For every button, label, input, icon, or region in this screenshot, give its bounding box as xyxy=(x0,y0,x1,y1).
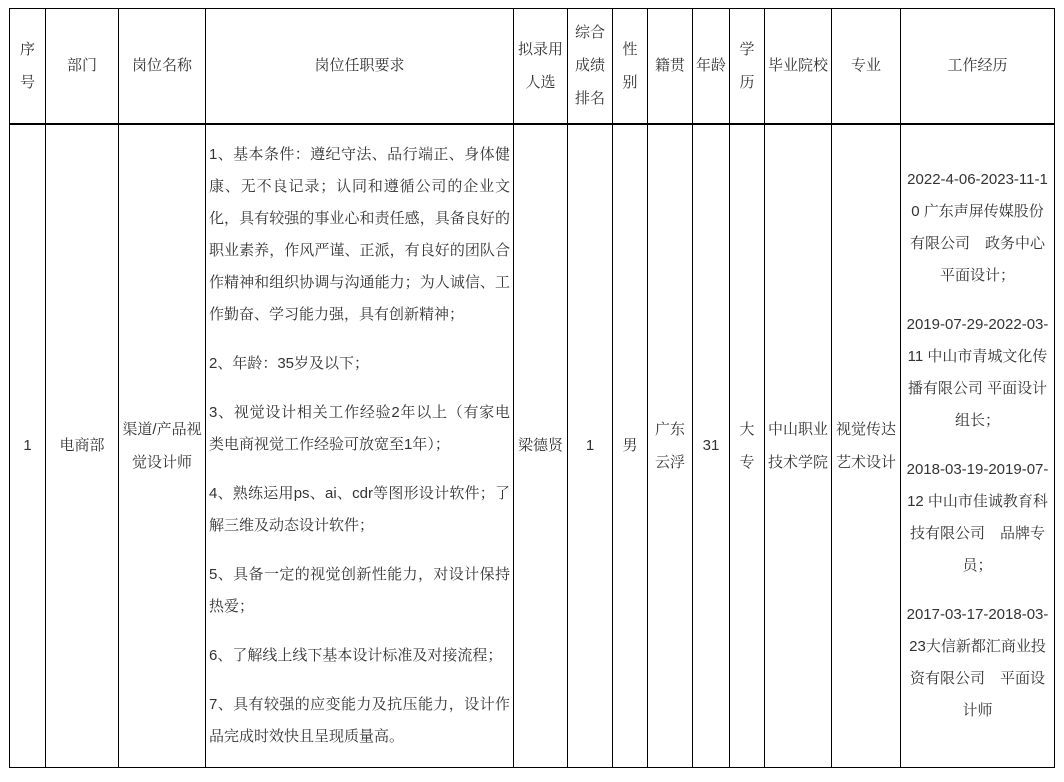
cell-position: 渠道/产品视觉设计师 xyxy=(119,124,206,768)
requirement-item: 5、具备一定的视觉创新性能力，对设计保持热爱； xyxy=(209,565,510,615)
cell-age: 31 xyxy=(693,124,730,768)
header-department: 部门 xyxy=(46,9,119,124)
cell-education: 大专 xyxy=(730,124,765,768)
header-school: 毕业院校 xyxy=(765,9,832,124)
cell-rank: 1 xyxy=(568,124,613,768)
header-requirements: 岗位任职要求 xyxy=(206,9,514,124)
header-gender: 性别 xyxy=(613,9,648,124)
cell-work-experience xyxy=(901,124,1055,768)
cell-major: 视觉传达艺术设计 xyxy=(832,124,901,768)
cell-school: 中山职业技术学院 xyxy=(765,124,832,768)
header-candidate: 拟录用人选 xyxy=(514,9,568,124)
requirement-item: 3、视觉设计相关工作经验2年以上（有家电类电商视觉工作经验可放宽至1年）； xyxy=(209,403,510,453)
cell-seq: 1 xyxy=(10,124,46,768)
cell-native-place: 广东云浮 xyxy=(648,124,693,768)
requirement-item: 7、具有较强的应变能力及抗压能力，设计作品完成时效快且呈现质量高。 xyxy=(209,695,510,745)
experience-item: 2017-03-17-2018-03-23大信新都汇商业投资有限公司 平面设计师 xyxy=(906,606,1049,720)
header-native-place: 籍贯 xyxy=(648,9,693,124)
requirement-item: 6、了解线上线下基本设计标准及对接流程； xyxy=(209,646,503,664)
experience-item: 2019-07-29-2022-03-11 中山市青城文化传播有限公司 平面设计组长； xyxy=(906,316,1049,430)
header-age: 年龄 xyxy=(693,9,730,124)
header-rank: 综合成绩排名 xyxy=(568,9,613,124)
table-header-row xyxy=(10,9,1055,124)
recruitment-table xyxy=(9,8,1055,768)
requirement-item: 1、基本条件：遵纪守法、品行端正、身体健康、无不良记录；认同和遵循公司的企业文化，具有较强的事业心和责任感，具备良好的职业素养，作风严谨、正派，有良好的团队合作精神和组织协调与沟通能力；为人诚信、工作勤奋、学习能力强，具有创新精神； xyxy=(209,145,510,323)
experience-item: 2018-03-19-2019-07-12 中山市佳诚教育科技有限公司 品牌专员； xyxy=(906,461,1049,575)
requirement-item: 4、熟练运用ps、ai、cdr等图形设计软件；了解三维及动态设计软件； xyxy=(209,484,510,534)
cell-candidate: 梁德贤 xyxy=(514,124,568,768)
header-education: 学历 xyxy=(730,9,765,124)
requirement-item: 2、年龄：35岁及以下； xyxy=(209,354,370,372)
cell-requirements xyxy=(206,124,514,768)
experience-item: 2022-4-06-2023-11-10 广东声屏传媒股份有限公司 政务中心平面设计； xyxy=(907,171,1048,285)
cell-department: 电商部 xyxy=(46,124,119,768)
table-row xyxy=(10,124,1055,768)
cell-gender: 男 xyxy=(613,124,648,768)
header-position: 岗位名称 xyxy=(119,9,206,124)
header-work-experience: 工作经历 xyxy=(901,9,1055,124)
header-major: 专业 xyxy=(832,9,901,124)
header-seq: 序号 xyxy=(10,9,46,124)
